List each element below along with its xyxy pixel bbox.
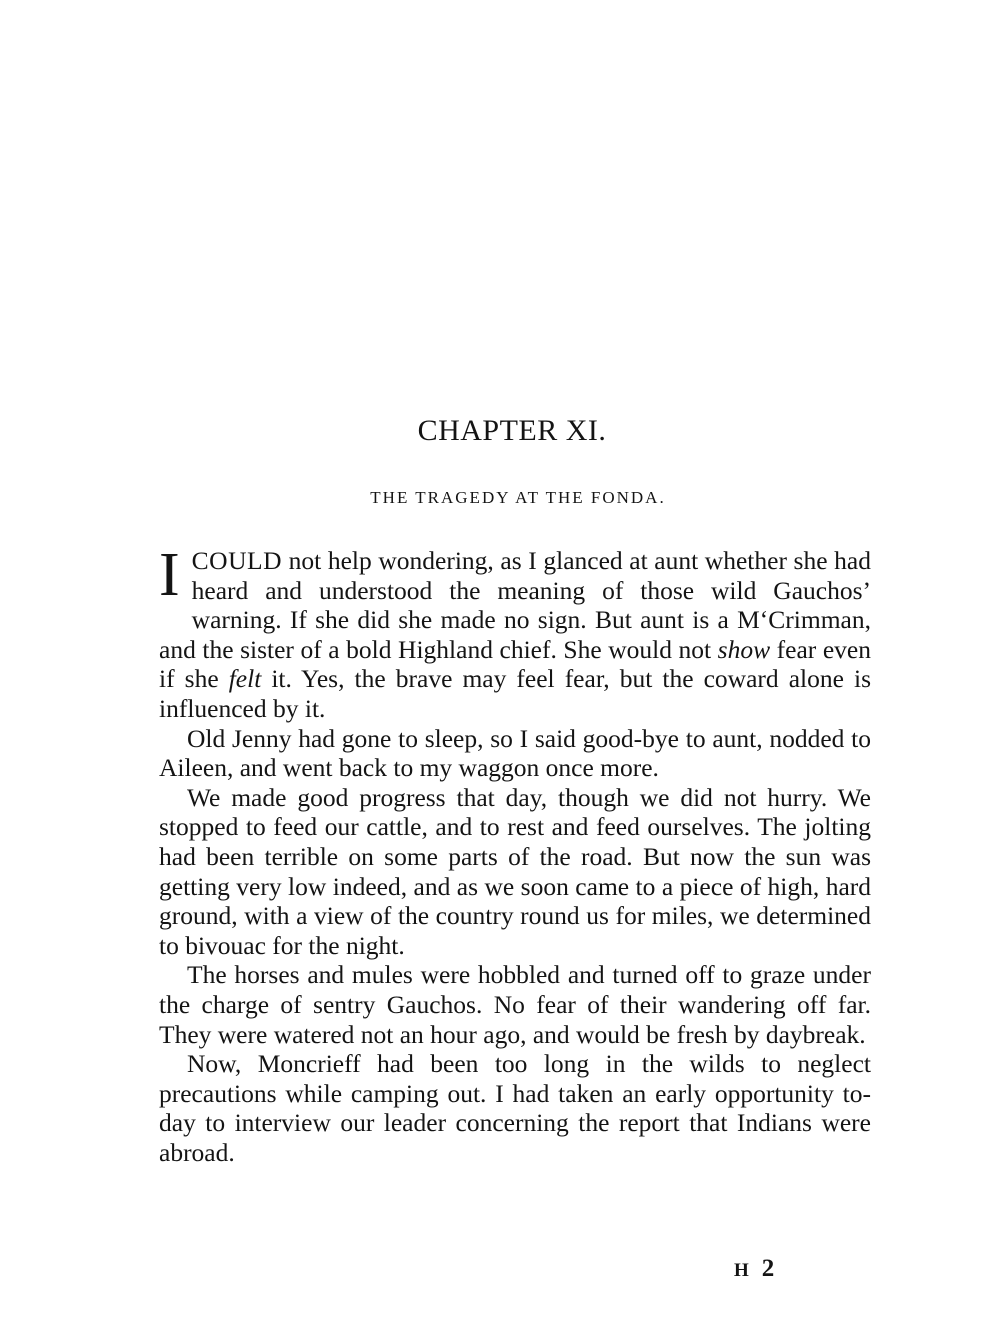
signature-number: 2	[761, 1255, 776, 1282]
paragraph-text: fear even if she	[159, 634, 871, 694]
paragraph-text: We made good progress that day, though we did not hurry. We stopped to feed our cattle, and to rest and feed ourselves. The jolting had been terrible on some parts of the road. But now the sun was getting very low indeed, and as we soon came to a piece of high, hard ground, with a view of the country round us for miles, we determined to bivouac for the night.	[159, 782, 871, 960]
paragraph-text: Old Jenny had gone to sleep, so I said good-bye to aunt, nodded to Aileen, and went back to my waggon once more.	[159, 723, 871, 783]
emphasis-word: felt	[228, 664, 262, 694]
paragraph-text: Now, Moncrieff had been too long in the wilds to neglect precautions while camping out. I had taken an early opportunity to-day to interview our leader concerning the report that Indians were abroad.	[159, 1049, 871, 1167]
signature-letter: H	[734, 1260, 750, 1281]
paragraph-text: The horses and mules were hobbled and turned off to graze under the charge of sentry Gauchos. No fear of their wandering off far. They were watered not an hour ago, and would be fresh by daybreak.	[159, 960, 871, 1049]
paragraph-3	[159, 783, 871, 961]
paragraph-5	[159, 1049, 871, 1167]
paragraph-2	[159, 724, 871, 783]
paragraph-1	[159, 541, 871, 724]
paragraph-text: it. Yes, the brave may feel fear, but the coward alone is influenced by it.	[159, 664, 871, 723]
body-text	[159, 541, 871, 1167]
drop-cap: I	[159, 541, 180, 609]
paragraph-4	[159, 960, 871, 1049]
chapter-subtitle: THE TRAGEDY AT THE FONDA.	[370, 488, 666, 507]
chapter-title: CHAPTER XI.	[417, 414, 607, 447]
signature-mark	[734, 1255, 775, 1283]
emphasis-word: show	[717, 634, 771, 664]
paragraph-text: not help wondering, as I glanced at aunt whether she had heard and understood the meaning of those wild Gauchos’ warning. If she did she made no sign. But aunt is a M‘Crimman, and the sister of a bold Highland chief. She would not	[159, 546, 871, 664]
lead-word: COULD	[191, 546, 282, 575]
